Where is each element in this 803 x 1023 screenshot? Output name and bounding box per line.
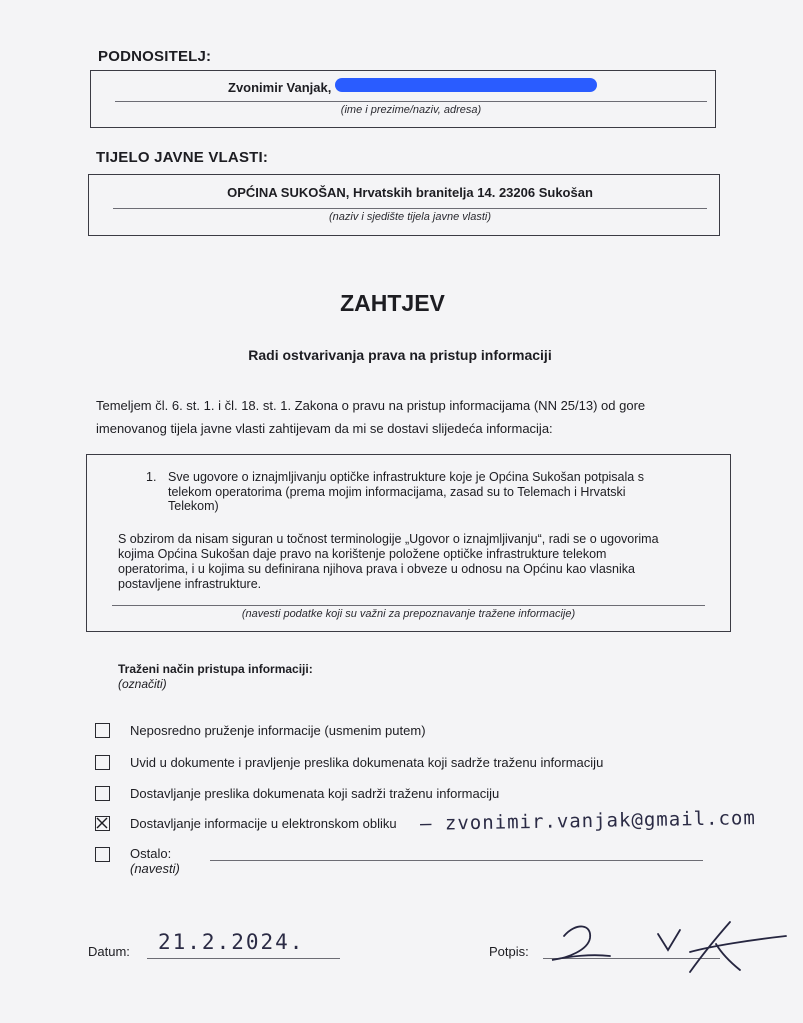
request-para-line-4: postavljene infrastrukture. <box>118 577 262 591</box>
checkbox-deliver-copies[interactable] <box>95 786 110 801</box>
checkbox-direct-info[interactable] <box>95 723 110 738</box>
request-caption: (navesti podatke koji su važni za prepoznavanje tražene informacije) <box>241 608 576 620</box>
authority-caption: (naziv i sjedište tijela javne vlasti) <box>328 211 491 223</box>
authority-rule <box>113 208 707 209</box>
applicant-label: PODNOSITELJ: <box>98 48 212 65</box>
authority-label: TIJELO JAVNE VLASTI: <box>96 149 269 166</box>
document-title: ZAHTJEV <box>340 290 445 316</box>
request-item-line-3: Telekom) <box>168 499 219 513</box>
document-subtitle: Radi ostvarivanja prava na pristup informaciji <box>248 347 552 363</box>
applicant-caption: (ime i prezime/naziv, adresa) <box>340 104 482 116</box>
checkbox-electronic-delivery[interactable] <box>95 816 110 831</box>
other-input-line[interactable] <box>210 860 703 861</box>
request-para-line-3: operatorima, i u kojima su definirana njihova prava i obveze u odnosu na Općinu kao vlasnika <box>118 562 635 576</box>
checkbox-other[interactable] <box>95 847 110 862</box>
option-label-inspect-documents: Uvid u dokumente i pravljenje preslika dokumenata koji sadrže traženu informaciju <box>130 755 604 770</box>
request-para-line-1: S obzirom da nisam siguran u točnost terminologije „Ugovor o iznajmljivanju“, radi se o ugovorima <box>118 532 659 546</box>
request-item-line-2: telekom operatorima (prema mojim informacijama, zasad su to Telemach i Hrvatski <box>168 485 626 499</box>
intro-line-2: imenovanog tijela javne vlasti zahtijevam da mi se dostavi slijedeća informacija: <box>96 421 553 436</box>
authority-box <box>88 174 720 236</box>
option-label-deliver-copies: Dostavljanje preslika dokumenata koji sadrži traženu informaciju <box>130 786 500 801</box>
handwritten-signature <box>540 912 790 984</box>
applicant-name: Zvonimir Vanjak, <box>228 80 332 95</box>
checkbox-inspect-documents[interactable] <box>95 755 110 770</box>
option-label-electronic-delivery: Dostavljanje informacije u elektronskom obliku <box>130 816 397 831</box>
applicant-rule <box>115 101 707 102</box>
checkmark-x-icon <box>96 817 108 829</box>
intro-line-1: Temeljem čl. 6. st. 1. i čl. 18. st. 1. Zakona o pravu na pristup informacijama (NN 25/13) od gore <box>96 398 646 413</box>
date-value: 21.2.2024. <box>158 930 305 954</box>
date-line <box>147 958 340 959</box>
request-rule <box>112 605 705 606</box>
request-para-line-2: kojima Općina Sukošan daje pravo na korištenje položene optičke infrastrukture telekom <box>118 547 607 561</box>
date-label: Datum: <box>88 944 130 959</box>
option-label-direct-info: Neposredno pruženje informacije (usmenim putem) <box>130 723 426 738</box>
redaction-bar <box>335 78 597 92</box>
handwritten-email: – zvonimir.vanjak@gmail.com <box>419 807 757 835</box>
signature-label: Potpis: <box>489 944 529 959</box>
other-sublabel: (navesti) <box>130 861 180 876</box>
access-label: Traženi način pristupa informaciji: <box>118 662 313 676</box>
access-sublabel: (označiti) <box>118 677 167 691</box>
request-item-number: 1. <box>146 470 157 484</box>
option-label-other: Ostalo: <box>130 846 172 861</box>
request-item-line-1: Sve ugovore o iznajmljivanju optičke infrastrukture koje je Općina Sukošan potpisala s <box>168 470 644 484</box>
authority-name: OPĆINA SUKOŠAN, Hrvatskih branitelja 14. 23206 Sukošan <box>227 185 593 200</box>
